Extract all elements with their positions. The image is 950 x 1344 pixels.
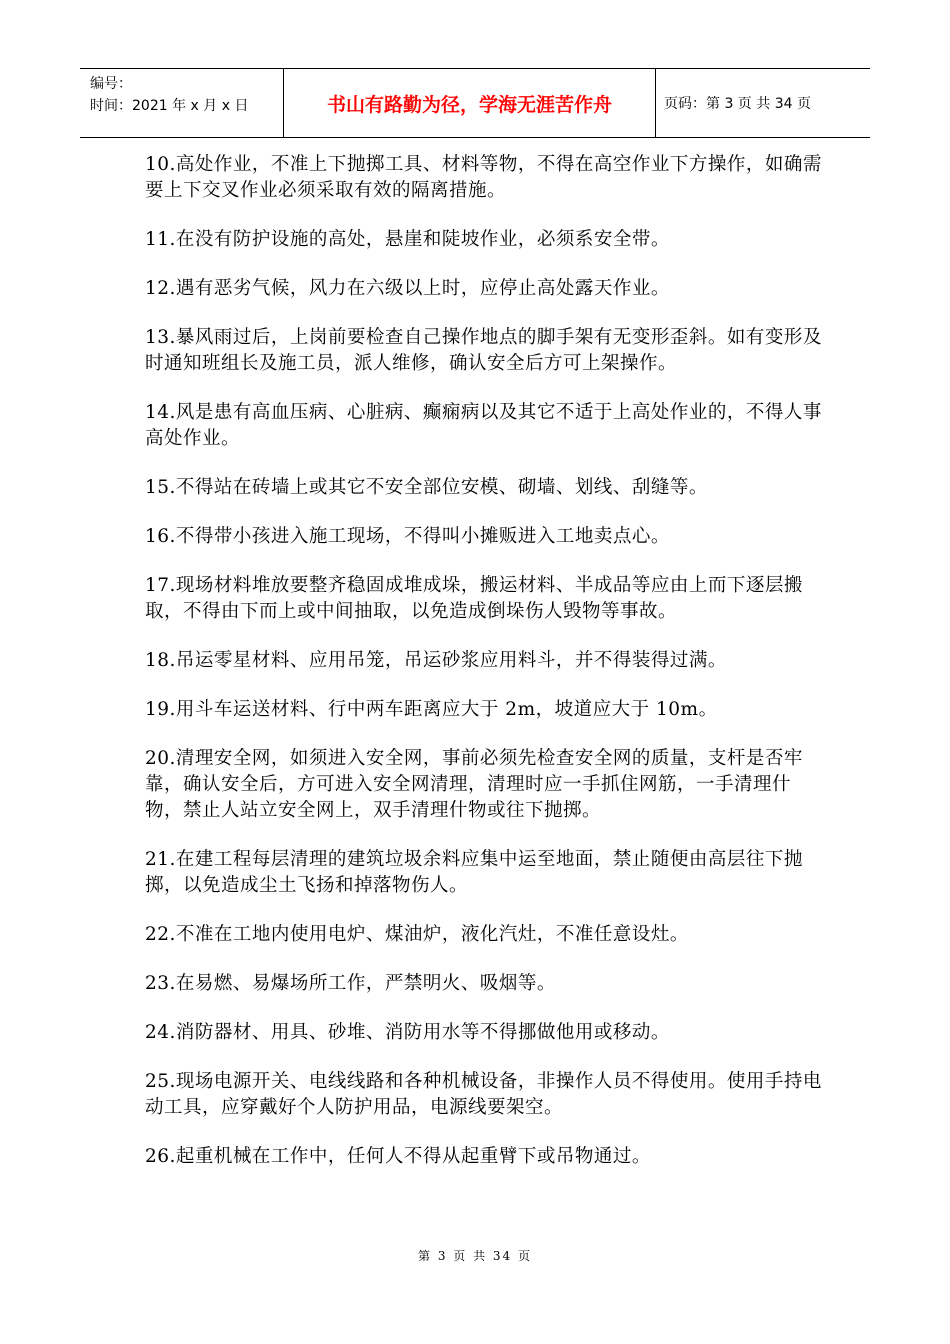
paragraph-20: 20.清理安全网，如须进入安全网，事前必须先检查安全网的质量，支杆是否牢靠，确认安全后，方可进入安全网清理，清理时应一手抓住网筋，一手清理什物，禁止人站立安全网上，双手清理什物或往下抛掷。 [145, 748, 803, 821]
time-label: 时间：2021 年 x 月 x 日 [90, 98, 249, 114]
page-header [80, 68, 870, 138]
paragraph-15: 15.不得站在砖墙上或其它不安全部位安模、砌墙、划线、刮缝等。 [145, 477, 708, 498]
paragraph-16: 16.不得带小孩进入施工现场，不得叫小摊贩进入工地卖点心。 [145, 526, 670, 547]
page-info-text: 页码：第 3 页 共 34 页 [664, 96, 811, 112]
number-label: 编号： [90, 76, 132, 92]
document-body [145, 152, 825, 1193]
paragraph-19: 19.用斗车运送材料、行中两车距离应大于 2m，坡道应大于 10m。 [145, 699, 718, 720]
page-footer: 第 3 页 共 34 页 [418, 1249, 532, 1263]
paragraph-18: 18.吊运零星材料、应用吊笼，吊运砂浆应用料斗，并不得装得过满。 [145, 650, 727, 671]
paragraph-26: 26.起重机械在工作中，任何人不得从起重臂下或吊物通过。 [145, 1146, 651, 1167]
paragraph-25: 25.现场电源开关、电线线路和各种机械设备，非操作人员不得使用。使用手持电动工具，应穿戴好个人防护用品，电源线要架空。 [145, 1071, 822, 1118]
paragraph-21: 21.在建工程每层清理的建筑垃圾余料应集中运至地面，禁止随便由高层往下抛掷，以免造成尘土飞扬和掉落物伤人。 [145, 849, 803, 896]
paragraph-24: 24.消防器材、用具、砂堆、消防用水等不得挪做他用或移动。 [145, 1022, 670, 1043]
header-motto-cell [283, 69, 656, 137]
paragraph-13: 13.暴风雨过后，上岗前要检查自己操作地点的脚手架有无变形歪斜。如有变形及时通知班组长及施工员，派人维修，确认安全后方可上架操作。 [145, 327, 822, 374]
paragraph-23: 23.在易燃、易爆场所工作，严禁明火、吸烟等。 [145, 973, 556, 994]
paragraph-10: 10.高处作业，不准上下抛掷工具、材料等物，不得在高空作业下方操作，如确需要上下交叉作业必须采取有效的隔离措施。 [145, 154, 822, 201]
header-motto: 书山有路勤为径，学海无涯苦作舟 [326, 93, 612, 116]
paragraph-12: 12.遇有恶劣气候，风力在六级以上时，应停止高处露天作业。 [145, 278, 670, 299]
paragraph-14: 14.风是患有高血压病、心脏病、癫痫病以及其它不适于上高处作业的，不得人事高处作业。 [145, 402, 822, 449]
header-page-info [656, 69, 870, 137]
paragraph-17: 17.现场材料堆放要整齐稳固成堆成垛，搬运材料、半成品等应由上而下逐层搬取，不得由下而上或中间抽取，以免造成倒垛伤人毁物等事故。 [145, 575, 803, 622]
header-meta [80, 69, 283, 137]
paragraph-22: 22.不准在工地内使用电炉、煤油炉，液化汽灶，不准任意设灶。 [145, 924, 689, 945]
paragraph-11: 11.在没有防护设施的高处，悬崖和陡坡作业，必须系安全带。 [145, 229, 670, 250]
